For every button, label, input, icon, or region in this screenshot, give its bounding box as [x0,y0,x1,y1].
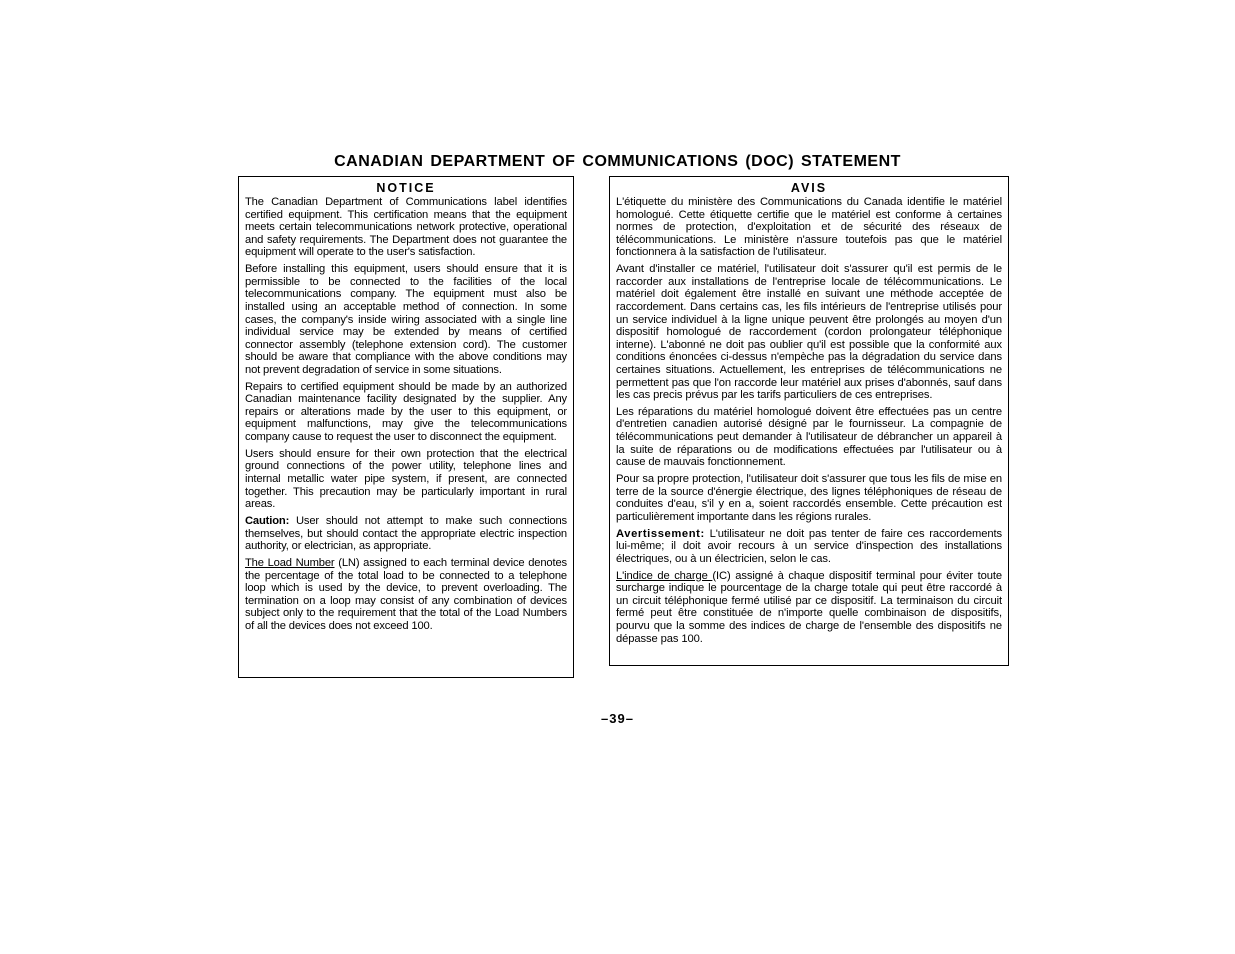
avis-paragraph-reparations: Les réparations du matériel homologué doivent être effectuées pas un centre d'entretien canadien autorisé désigné par le fournisseur. La compagnie de télécommunications peut demander à l'utilisateur de débrancher un appareil à la suite de réparations ou de modifications effectuées par l'utilisateur ou à cause de mauvais fonctionnement. [616,405,1002,469]
page-number: –39– [601,711,634,726]
avertissement-text: L'utilisateur ne doit pas tenter de faire ces raccordements lui-même; il doit avoir recours à un service d'inspection des installations électriques, ou à un électricien, selon le cas. [616,527,1002,565]
notice-heading: NOTICE [376,181,436,195]
avertissement-label: Avertissement: [616,527,705,540]
avis-paragraph-avertissement [616,528,1002,566]
avis-paragraph-installation: Avant d'installer ce matériel, l'utilisateur doit s'assurer qu'il est permis de le raccorder aux installations de l'entreprise locale de télécommunications. Le matériel doit également être installé en suivant une méthode acceptée de raccordement. Dans certains cas, les fils intérieurs de l'entreprise utilisés pour un service individuel à la ligne unique peuvent être prolongés au moyen d'un dispositif homologué de raccordement (cordon prolongateur téléphonique interne). L'abonné ne doit pas oublier qu'il est possible que la conformité aux conditions énoncées ci-dessus n'empèche pas la dégradation du service dans certaines situations. Actuellement, les entreprises de télécommunications ne permettent pas que l'on raccorde leur matériel aux prises d'abonnés, sauf dans les cas precis prévus par les tarifs particuliers de ces entreprises. [616,263,1002,402]
avis-paragraph-protection: Pour sa propre protection, l'utilisateur doit s'assurer que tous les fils de mise en terre de la source d'énergie électrique, des lignes téléphoniques de réseau de conduites d'eau, s'il y en a, soient raccordés ensemble. Cette précaution est particulièrement importante dans les régions rurales. [616,473,1002,523]
avis-paragraph-etiquette: L'étiquette du ministère des Communications du Canada identifie le matériel homologué. Cette étiquette certifie que le matériel est conforme à certaines normes de protection, d'exploitation et de sécurité des réseaux de télécommunications. Le ministère n'assure toutefois pas que le matériel fonctionnera à la satisfaction de l'utilisateur. [616,196,1002,259]
notice-paragraph-load-number [245,557,567,633]
notice-paragraph-installation: Before installing this equipment, users should ensure that it is permissible to be connected to the facilities of the local telecommunications company. The equipment must also be installed using an acceptable method of connection. In some cases, the company's inside wiring associated with a single line individual service may be extended by means of certified connector assembly (telephone extension cord). The customer should be aware that compliance with the above conditions may not prevent degradation of service in some situations. [245,263,567,376]
notice-paragraph-caution [245,515,567,553]
page-title: CANADIAN DEPARTMENT OF COMMUNICATIONS (DOC) STATEMENT [334,153,901,170]
notice-paragraph-repairs: Repairs to certified equipment should be made by an authorized Canadian maintenance facility designated by the supplier. Any repairs or alterations made by the user to this equipment, or equipment malfunctions, may give the telecommunications company cause to request the user to disconnect the equipment. [245,380,567,444]
caution-text: User should not attempt to make such connections themselves, but should contact the appropriate electric inspection authority, or electrician, as appropriate. [245,515,567,553]
avis-heading: AVIS [790,181,828,195]
notice-paragraph-grounding: Users should ensure for their own protection that the electrical ground connections of the power utility, telephone lines and internal metallic water pipe system, if present, are connected together. This precaution may be particularly important in rural areas. [245,447,567,511]
load-number-term: The Load Number [245,556,335,569]
load-number-text: (LN) assigned to each terminal device denotes the percentage of the total load to be connected to a telephone loop which is used by the device, to prevent overloading. The termination on a loop may consist of any combination of devices subject only to the requirement that the total of the Load Numbers of all the devices does not exceed 100. [245,556,567,632]
caution-label: Caution: [245,515,290,527]
avis-paragraph-indice-charge [616,570,1002,646]
notice-paragraph-label: The Canadian Department of Communications label identifies certified equipment. This certification means that the equipment meets certain telecommunications network protective, operational and safety requirements. The Department does not guarantee the equipment will operate to the user's satisfaction. [245,196,567,259]
notice-box [238,176,574,678]
indice-charge-text: (IC) assigné à chaque dispositif terminal pour éviter toute surcharge indique le pourcentage de la charge totale qui peut être raccordé à un circuit téléphonique fermé utilisé par ce dispositif. La terminaison du circuit fermé peut être constituée de n'importe quelle combinaison de dispositifs, pourvu que la somme des indices de charge de l'ensemble des dispositifs ne dépasse pas 100. [616,569,1002,645]
avis-box [609,176,1009,666]
indice-charge-term: L'indice de charge [616,569,713,582]
